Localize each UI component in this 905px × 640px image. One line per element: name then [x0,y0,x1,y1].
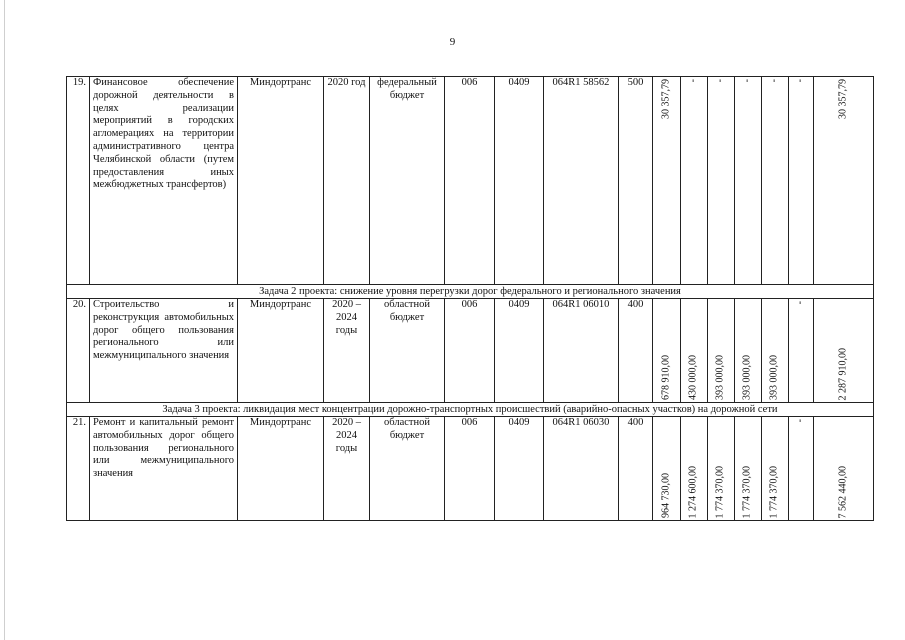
funding-source: федеральный бюджет [370,77,445,285]
row-number: 20. [67,299,90,403]
total-value: 2 287 910,00 [837,347,849,400]
amount-value: - [794,301,806,305]
code-ministry: 006 [445,299,495,403]
executor: Миндортранс [238,77,324,285]
amount-value: 430 000,00 [687,355,699,400]
measure-name: Ремонт и капитальный ремонт автомобильных дорог общего пользования регионального или межмуниципального значения [90,417,238,521]
task-heading: Задача 2 проекта: снижение уровня перегрузки дорог федерального и регионального значения [67,285,874,299]
amount-cell [708,77,735,285]
budget-table [66,76,874,521]
funding-source: областной бюджет [370,299,445,403]
amount-cell [653,299,681,403]
amount-value: 393 000,00 [741,355,753,400]
amount-value: - [687,79,699,83]
amount-cell [789,77,814,285]
amount-value: 393 000,00 [714,355,726,400]
table-row [67,417,874,521]
period: 2020 – 2024 годы [324,299,370,403]
task-row [67,403,874,417]
amount-cell [681,299,708,403]
amount-value: 1 274 600,00 [687,465,699,518]
amount-cell [653,77,681,285]
amount-value: 964 730,00 [660,473,672,518]
total-value: 30 357,79 [837,79,849,119]
table-row [67,77,874,285]
executor: Миндортранс [238,417,324,521]
amount-cell [789,417,814,521]
amount-value: 1 774 370,00 [768,465,780,518]
amount-cell [735,77,762,285]
measure-name: Строительство и реконструкция автомобильных дорог общего пользования регионального или межмуниципального значения [90,299,238,403]
amount-cell [708,299,735,403]
amount-value: 678 910,00 [660,355,672,400]
table-row [67,299,874,403]
total-cell [814,417,874,521]
code-target: 064R1 58562 [544,77,619,285]
amount-cell [789,299,814,403]
amount-value: 1 774 370,00 [714,465,726,518]
code-expense-type: 400 [619,417,653,521]
code-section: 0409 [495,299,544,403]
task-row [67,285,874,299]
amount-value: - [768,79,780,83]
amount-value: - [794,419,806,423]
measure-name: Финансовое обеспечение дорожной деятельности в целях реализации мероприятий в городских агломерациях на территории административного центра Челябинской области (путем предоставления иных межбюджетных трансфертов) [90,77,238,285]
amount-cell [681,417,708,521]
amount-cell [762,299,789,403]
amount-value: - [794,79,806,83]
amount-value: 393 000,00 [768,355,780,400]
total-value: 7 562 440,00 [837,465,849,518]
code-ministry: 006 [445,77,495,285]
code-section: 0409 [495,417,544,521]
task-heading: Задача 3 проекта: ликвидация мест концентрации дорожно-транспортных происшествий (аварийно-опасных участков) на дорожной сети [67,403,874,417]
amount-cell [762,417,789,521]
amount-cell [735,417,762,521]
period: 2020 – 2024 годы [324,417,370,521]
funding-source: областной бюджет [370,417,445,521]
page-number: 9 [449,36,456,48]
code-target: 064R1 06010 [544,299,619,403]
amount-cell [653,417,681,521]
total-cell [814,299,874,403]
amount-cell [735,299,762,403]
code-section: 0409 [495,77,544,285]
amount-value: 1 774 370,00 [741,465,753,518]
code-expense-type: 400 [619,299,653,403]
code-expense-type: 500 [619,77,653,285]
row-number: 21. [67,417,90,521]
code-target: 064R1 06030 [544,417,619,521]
scan-edge-line [4,0,5,640]
period: 2020 год [324,77,370,285]
code-ministry: 006 [445,417,495,521]
amount-value: 30 357,79 [660,79,672,119]
amount-value: - [741,79,753,83]
amount-cell [762,77,789,285]
amount-cell [708,417,735,521]
row-number: 19. [67,77,90,285]
total-cell [814,77,874,285]
amount-cell [681,77,708,285]
amount-value: - [714,79,726,83]
executor: Миндортранс [238,299,324,403]
